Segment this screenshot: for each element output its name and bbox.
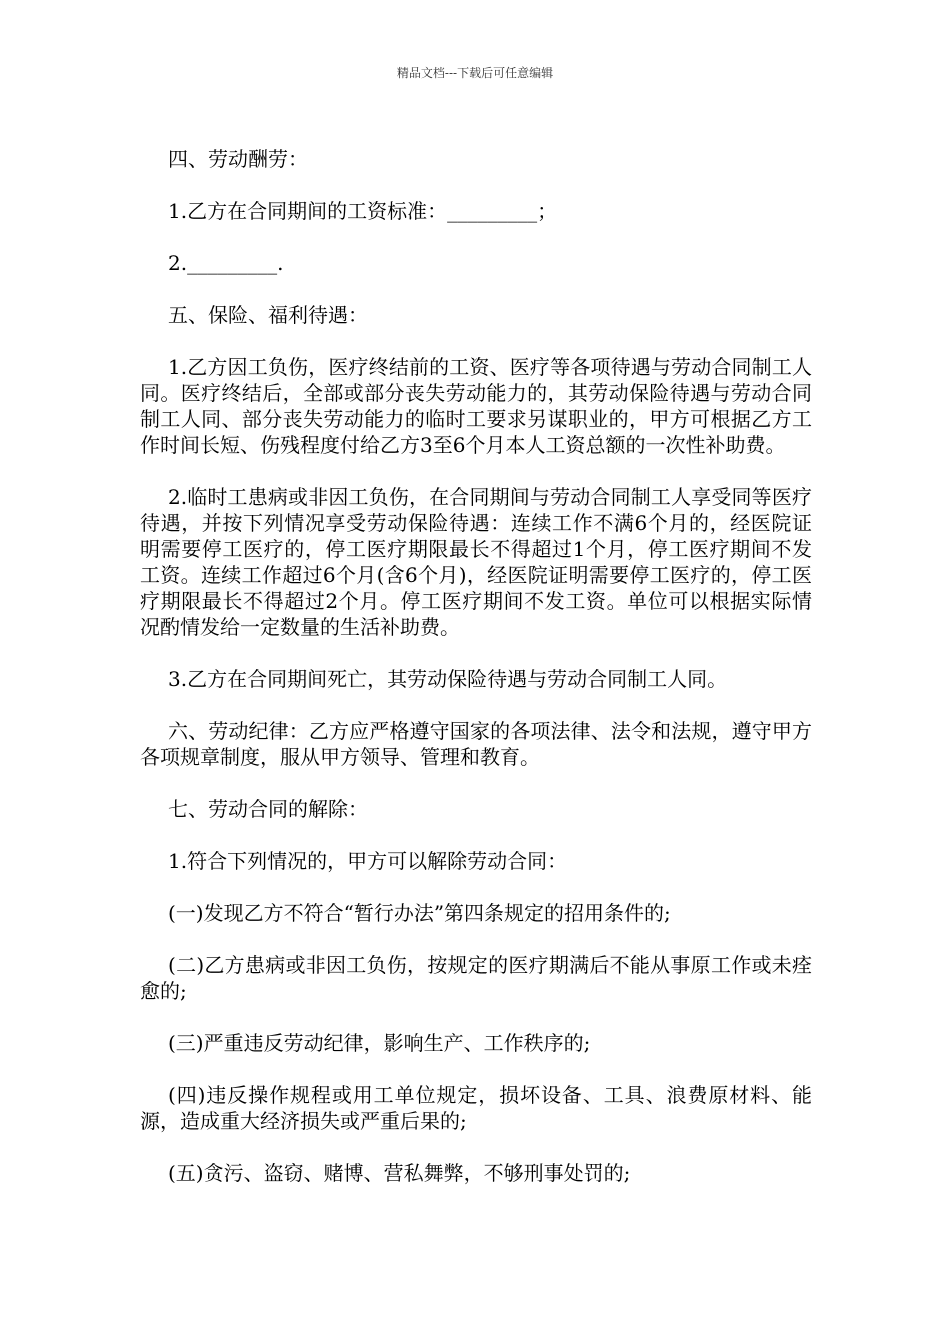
section-heading-remuneration: 四、劳动酬劳：	[168, 147, 308, 171]
clause-termination-conditions: 1.符合下列情况的，甲方可以解除劳动合同：	[168, 849, 568, 873]
section-heading-termination: 七、劳动合同的解除：	[168, 797, 368, 821]
termination-item-4: (四)违反操作规程或用工单位规定，损坏设备、工具、浪费原材料、能源，造成重大经济损失或严重后果的;	[140, 1083, 812, 1133]
termination-item-5: (五)贪污、盗窃、赌博、营私舞弊，不够刑事处罚的;	[168, 1161, 631, 1185]
section-heading-insurance: 五、保险、福利待遇：	[168, 303, 368, 327]
page-header-watermark: 精品文档---下载后可任意编辑	[396, 66, 554, 80]
termination-item-3: (三)严重违反劳动纪律，影响生产、工作秩序的;	[168, 1031, 591, 1055]
clause-death: 3.乙方在合同期间死亡，其劳动保险待遇与劳动合同制工人同。	[168, 667, 728, 691]
termination-item-1: (一)发现乙方不符合“暂行办法”第四条规定的招用条件的;	[168, 901, 671, 925]
clause-illness: 2.临时工患病或非因工负伤，在合同期间与劳动合同制工人享受同等医疗待遇，并按下列情况享受劳动保险待遇：连续工作不满6个月的，经医院证明需要停工医疗的，停工医疗期限最长不得超过1个月，停工医疗期间不发工资。连续工作超过6个月(含6个月)，经医院证明需要停工医疗的，停工医疗期限最长不得超过2个月。停工医疗期间不发工资。单位可以根据实际情况酌情发给一定数量的生活补助费。	[140, 485, 812, 639]
clause-work-injury: 1.乙方因工负伤，医疗终结前的工资、医疗等各项待遇与劳动合同制工人同。医疗终结后，全部或部分丧失劳动能力的，其劳动保险待遇与劳动合同制工人同、部分丧失劳动能力的临时工要求另谋职业的，甲方可根据乙方工作时间长短、伤残程度付给乙方3至6个月本人工资总额的一次性补助费。	[140, 355, 812, 457]
section-labor-discipline: 六、劳动纪律：乙方应严格遵守国家的各项法律、法令和法规，遵守甲方各项规章制度，服从甲方领导、管理和教育。	[140, 719, 812, 769]
clause-wage-standard: 1.乙方在合同期间的工资标准：_________；	[168, 199, 558, 223]
termination-item-2: (二)乙方患病或非因工负伤，按规定的医疗期满后不能从事原工作或未痊愈的;	[140, 953, 812, 1003]
clause-blank-2: 2._________.	[168, 251, 284, 275]
document-body	[140, 146, 812, 1212]
